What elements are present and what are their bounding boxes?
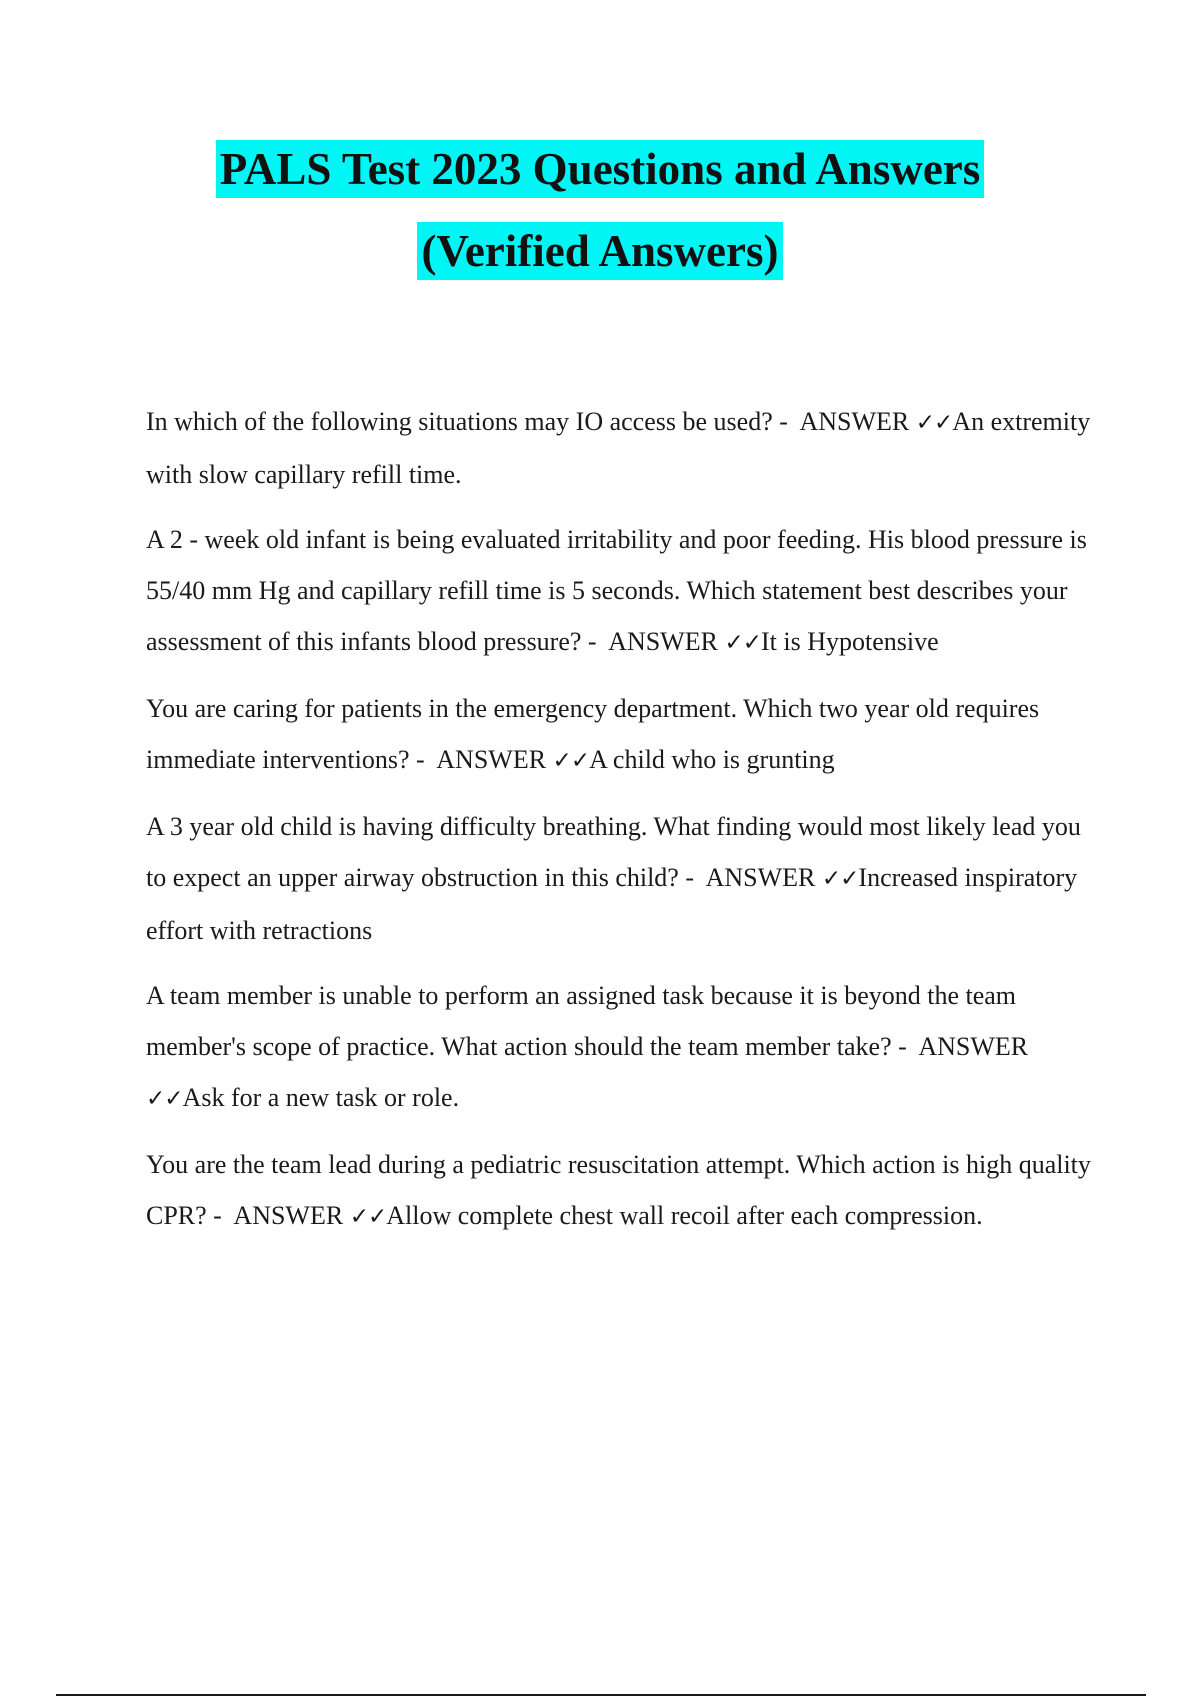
title-line-2: (Verified Answers): [417, 222, 782, 280]
qa-item: [146, 801, 1096, 956]
answer-label: ANSWER: [608, 627, 718, 656]
qa-item: [146, 683, 1096, 787]
answer-text: Increased inspiratory effort with retractions: [146, 863, 1078, 945]
qa-item: [146, 514, 1096, 669]
answer-label: ANSWER: [233, 1201, 344, 1230]
title-line-1: PALS Test 2023 Questions and Answers: [216, 140, 985, 198]
qa-item: [146, 1139, 1096, 1243]
answer-label: ANSWER: [799, 407, 910, 436]
question-text: In which of the following situations may IO access be used? -: [146, 407, 788, 436]
qa-item: [146, 970, 1096, 1125]
answer-label: ANSWER: [705, 863, 816, 892]
double-check-icon: ✓✓: [552, 748, 590, 774]
double-check-icon: ✓✓: [724, 630, 761, 656]
answer-text: Ask for a new task or role.: [182, 1083, 460, 1112]
answer-label: ANSWER: [436, 745, 547, 774]
double-check-icon: ✓✓: [349, 1204, 387, 1230]
document-title: [0, 140, 1200, 304]
question-text: You are caring for patients in the emergency department. Which two year old requires immediate interventions? -: [146, 694, 1040, 774]
double-check-icon: ✓✓: [146, 1086, 183, 1112]
question-text: A 3 year old child is having difficulty breathing. What finding would most likely lead you to expect an upper airway obstruction in this child? -: [146, 812, 1081, 892]
answer-text: Allow complete chest wall recoil after each compression.: [386, 1201, 983, 1230]
answer-label: ANSWER: [918, 1032, 1029, 1061]
double-check-icon: ✓✓: [821, 866, 859, 892]
footer-rule: [56, 1694, 1146, 1696]
answer-text: A child who is grunting: [589, 745, 835, 774]
question-text: A team member is unable to perform an assigned task because it is beyond the team member's scope of practice. What action should the team member take? -: [146, 981, 1017, 1061]
question-text: You are the team lead during a pediatric resuscitation attempt. Which action is high quality CPR? -: [146, 1150, 1091, 1230]
question-text: A 2 - week old infant is being evaluated irritability and poor feeding. His blood pressure is 55/40 mm Hg and capillary refill time is 5 seconds. Which statement best describes your assessment of this infants blood pressure? -: [146, 525, 1087, 656]
qa-list: [146, 396, 1096, 1257]
answer-text: It is Hypotensive: [761, 627, 939, 656]
qa-item: [146, 396, 1096, 500]
answer-text: An extremity with slow capillary refill time.: [146, 407, 1091, 489]
double-check-icon: ✓✓: [915, 410, 953, 436]
